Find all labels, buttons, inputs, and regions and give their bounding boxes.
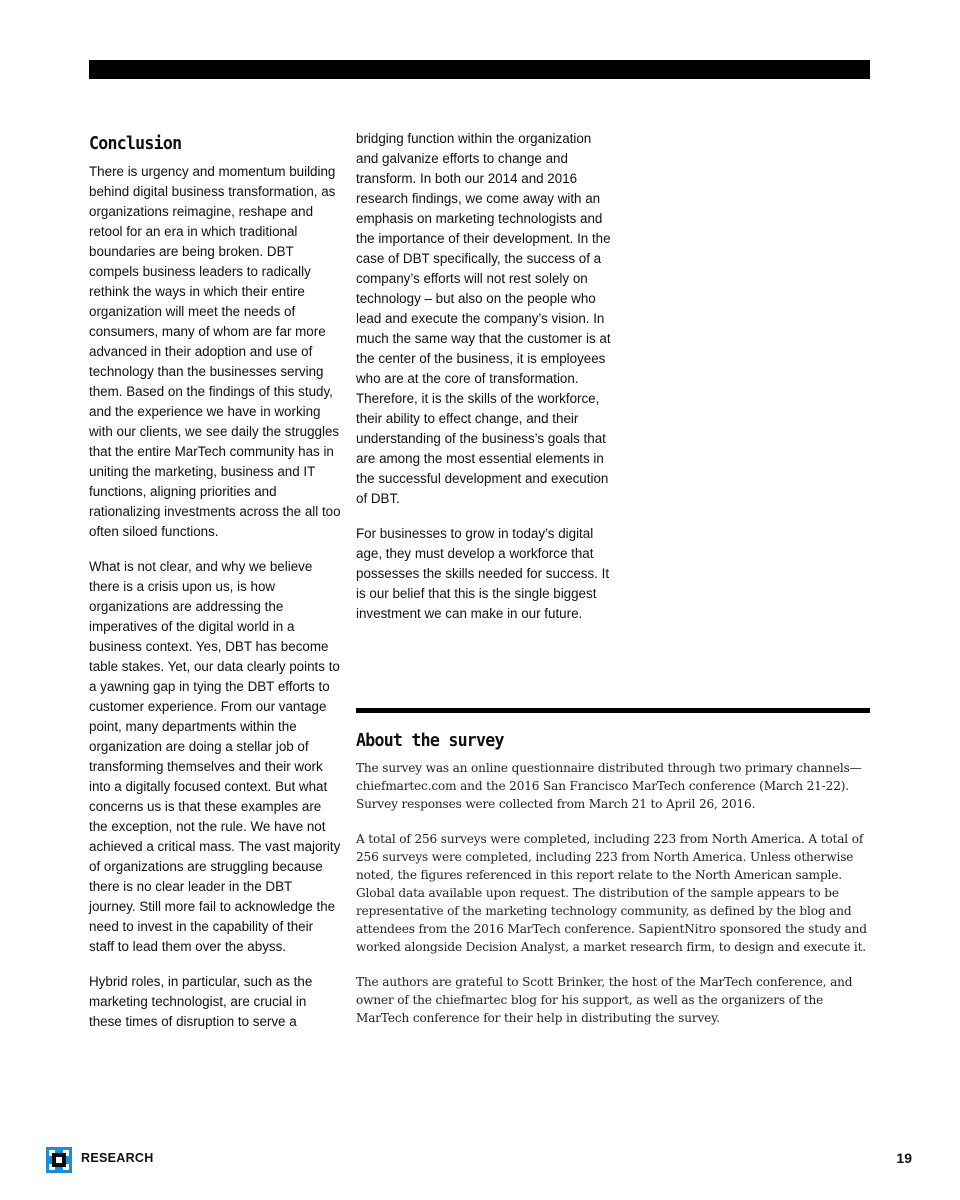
survey-paragraph-3: The authors are grateful to Scott Brinker, the host of the MarTech conference, and owner of the chiefmartec blog for his support, as well as the organizers of the MarTech conference for their help in distributing the survey. xyxy=(356,975,853,1025)
conclusion-column-right xyxy=(356,129,611,639)
header-rule xyxy=(89,60,870,79)
research-logo-icon xyxy=(46,1147,72,1173)
survey-paragraph-1: The survey was an online questionnaire distributed through two primary channels—chiefmartec.com and the 2016 San Francisco MarTech conference (March 21-22). Survey responses were collected from March 21 to April 26, 2016. xyxy=(356,761,862,811)
conclusion-column-left xyxy=(89,130,341,1047)
conclusion-paragraph-3: Hybrid roles, in particular, such as the marketing technologist, are crucial in these times of disruption to serve a xyxy=(89,974,313,1029)
conclusion-paragraph-4: bridging function within the organization and galvanize efforts to change and transform. In both our 2014 and 2016 research findings, we come away with an emphasis on marketing technologists and the importance of their development. In the case of DBT specifically, the success of a company’s efforts will not rest solely on technology – but also on the people who lead and execute the company’s vision. In much the same way that the customer is at the center of the business, it is employees who are at the core of transformation. Therefore, it is the skills of the workforce, their ability to effect change, and their understanding of the business’s goals that are among the most essential elements in the successful development and execution of DBT. xyxy=(356,131,611,506)
about-survey-heading: About the survey xyxy=(356,730,504,751)
survey-paragraph-2: A total of 256 surveys were completed, including 223 from North America. A total of 256 surveys were completed, including 223 from North America. Unless otherwise noted, the figures referenced in this report relate to the North American sample. Global data available upon request. The distribution of the sample appears to be representative of the marketing technology community, as defined by the blog and attendees from the 2016 MarTech conference. SapientNitro sponsored the study and worked alongside Decision Analyst, a market research firm, to design and execute it. xyxy=(356,832,867,954)
page-number: 19 xyxy=(896,1150,912,1166)
conclusion-paragraph-5: For businesses to grow in today’s digital age, they must develop a workforce that possesses the skills needed for success. It is our belief that this is the single biggest investment we can make in our future. xyxy=(356,526,610,621)
conclusion-heading: Conclusion xyxy=(89,133,182,154)
conclusion-paragraph-1: There is urgency and momentum building behind digital business transformation, as organizations reimagine, reshape and retool for an era in which traditional boundaries are being broken. DBT compels business leaders to radically rethink the ways in which their entire organization will meet the needs of consumers, many of whom are far more advanced in their adoption and use of technology than the businesses serving them. Based on the findings of this study, and the experience we have in working with our clients, we see daily the struggles that the entire MarTech community has in uniting the marketing, business and IT functions, aligning priorities and rationalizing investments across the all too often siloed functions. xyxy=(89,164,341,539)
about-survey-section xyxy=(356,730,872,1044)
conclusion-paragraph-2: What is not clear, and why we believe there is a crisis upon us, is how organizations are addressing the imperatives of the digital world in a business context. Yes, DBT has become table stakes. Yet, our data clearly points to a yawning gap in tying the DBT efforts to customer experience. From our vantage point, many departments within the organization are doing a stellar job of transforming themselves and their work into a digitally focused context. But what concerns us is that these examples are the exception, not the rule. We have not achieved a critical mass. The vast majority of organizations are struggling because there is no clear leader in the DBT journey. Still more fail to acknowledge the need to invest in the capability of their staff to lead them over the abyss. xyxy=(89,559,341,954)
footer-research-label: RESEARCH xyxy=(81,1151,154,1165)
survey-divider xyxy=(356,708,870,713)
